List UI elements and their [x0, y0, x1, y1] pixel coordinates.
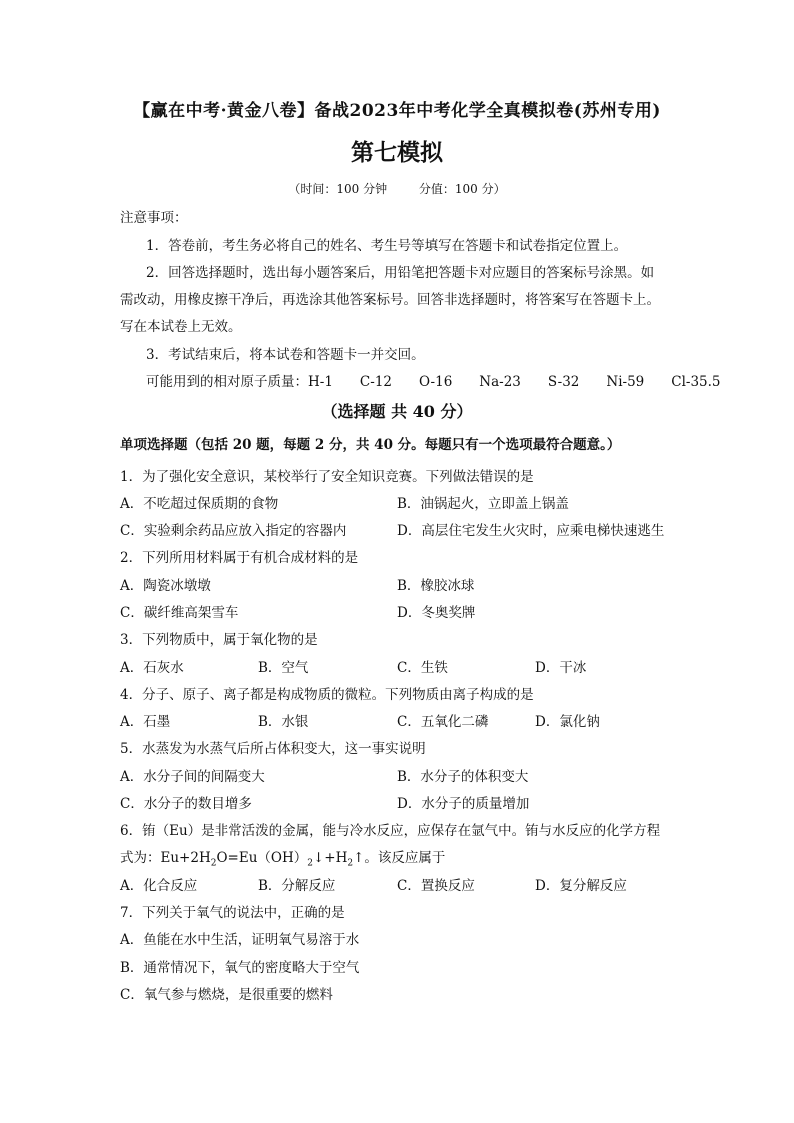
total-score: 分值：100 分） [418, 182, 506, 196]
q6-stem: 6．铕（Eu）是非常活泼的金属，能与冷水反应，应保存在氩气中。铕与水反应的化学方程 [120, 823, 661, 839]
section-title: （选择题 共 40 分） [321, 402, 473, 421]
q5-option-d: D．水分子的质量增加 [397, 796, 530, 812]
q2-option-b: B．橡胶冰球 [397, 578, 475, 594]
q6-option-b: B．分解反应 [258, 878, 336, 894]
q5-option-c: C．水分子的数目增多 [120, 796, 252, 812]
q1-option-d: D．高层住宅发生火灾时，应乘电梯快速逃生 [397, 523, 665, 539]
q1-stem: 1．为了强化安全意识，某校举行了安全知识竞赛。下列做法错误的是 [120, 469, 534, 485]
q6-option-c: C．置换反应 [397, 878, 475, 894]
q3-option-b: B．空气 [258, 660, 309, 676]
q4-option-c: C．五氧化二磷 [397, 714, 489, 730]
q4-option-d: D．氯化钠 [535, 714, 600, 730]
q5-option-a: A．水分子间的间隔变大 [120, 769, 265, 785]
q6-option-a: A．化合反应 [120, 878, 198, 894]
q3-option-c: C．生铁 [397, 660, 448, 676]
q1-option-a: A．不吃超过保质期的食物 [120, 496, 279, 512]
q2-option-a: A．陶瓷冰墩墩 [120, 578, 211, 594]
note-2b: 需改动，用橡皮擦干净后，再选涂其他答案标号。回答非选择题时，将答案写在答题卡上。 [120, 292, 660, 308]
q5-option-b: B．水分子的体积变大 [397, 769, 529, 785]
q2-option-d: D．冬奥奖牌 [397, 605, 476, 621]
q5-stem: 5．水蒸发为水蒸气后所占体积变大，这一事实说明 [120, 741, 426, 757]
q7-stem: 7．下列关于氧气的说法中，正确的是 [120, 905, 345, 921]
note-3: 3．考试结束后，将本试卷和答题卡一并交回。 [146, 347, 425, 363]
q7-option-b: B．通常情况下，氧气的密度略大于空气 [120, 960, 360, 976]
q2-option-c: C．碳纤维高架雪车 [120, 605, 239, 621]
q4-option-a: A．石墨 [120, 714, 171, 730]
note-1: 1．答卷前，考生务必将自己的姓名、考生号等填写在答题卡和试卷指定位置上。 [146, 238, 628, 254]
q2-stem: 2．下列所用材料属于有机合成材料的是 [120, 550, 359, 566]
note-2c: 写在本试卷上无效。 [120, 319, 242, 335]
q7-option-c: C．氧气参与燃烧，是很重要的燃料 [120, 987, 333, 1003]
note-2a: 2．回答选择题时，选出每小题答案后，用铅笔把答题卡对应题目的答案标号涂黑。如 [146, 265, 655, 281]
q6-option-d: D．复分解反应 [535, 878, 627, 894]
q3-option-a: A．石灰水 [120, 660, 184, 676]
section-instruction: 单项选择题（包括 20 题，每题 2 分，共 40 分。每题只有一个选项最符合题意。） [120, 437, 621, 453]
exam-title: 【赢在中考·黄金八卷】备战2023年中考化学全真模拟卷(苏州专用) [133, 101, 661, 121]
q4-option-b: B．水银 [258, 714, 309, 730]
exam-subtitle: 第七模拟 [351, 139, 443, 166]
q1-option-c: C．实验剩余药品应放入指定的容器内 [120, 523, 347, 539]
q1-option-b: B．油锅起火，立即盖上锅盖 [397, 496, 569, 512]
q7-option-a: A．鱼能在水中生活，证明氧气易溶于水 [120, 932, 360, 948]
exam-meta [0, 180, 794, 197]
q3-stem: 3．下列物质中，属于氧化物的是 [120, 632, 318, 648]
notes-heading: 注意事项： [120, 210, 188, 226]
time-limit: （时间：100 分钟 [288, 182, 388, 196]
q6-equation: 式为：$Eu+2H_2O=Eu(OH)_2↓+H_2↑$。该反应属于 [120, 850, 446, 869]
q4-stem: 4．分子、原子、离子都是构成物质的微粒。下列物质由离子构成的是 [120, 687, 534, 703]
q3-option-d: D．干冰 [535, 660, 587, 676]
atomic-masses: 可能用到的相对原子质量：H-1 C-12 O-16 Na-23 S-32 Ni-59 Cl-35.5 [146, 374, 721, 390]
